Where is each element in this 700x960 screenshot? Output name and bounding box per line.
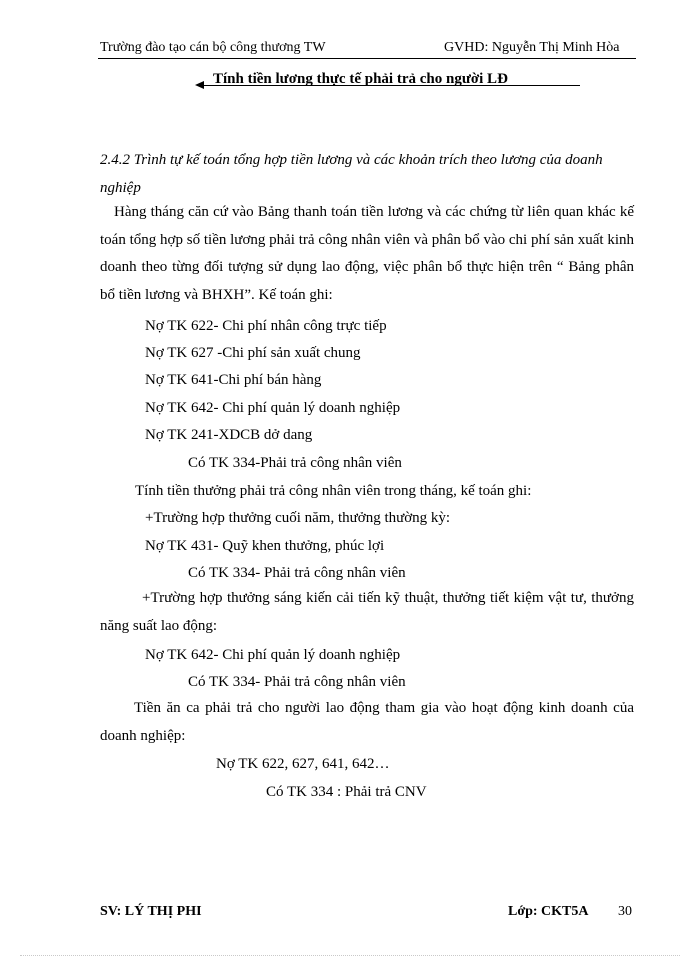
body-paragraph: Tiền ăn ca phải trả cho người lao động tham gia vào hoạt động kinh doanh của doanh nghiệp: — [100, 700, 634, 744]
page-number: 30 — [618, 904, 632, 919]
header-divider — [98, 58, 636, 59]
subtitle-arrow — [195, 72, 580, 98]
journal-line: Nợ TK 241-XDCB dở dang — [145, 427, 313, 443]
header-supervisor: GVHD: Nguyễn Thị Minh Hòa — [444, 40, 620, 55]
journal-line: Nợ TK 622- Chi phí nhân công trực tiếp — [145, 318, 387, 334]
journal-line: Nợ TK 642- Chi phí quản lý doanh nghiệp — [145, 647, 401, 663]
journal-line: Nợ TK 641-Chi phí bán hàng — [145, 372, 322, 388]
body-paragraph: Hàng tháng căn cứ vào Bảng thanh toán tiền lương và các chứng từ liên quan khác kế toán tổng hợp số tiền lương phải trả công nhân viên và phân bổ vào chi phí sản xuất kinh doanh theo từng đối tượng sử dụng lao động, việc phân bổ thực hiện trên “ Bảng phân bổ tiền lương và BHXH”. Kế toán ghi: — [100, 204, 634, 303]
journal-line: Có TK 334 : Phải trả CNV — [266, 784, 427, 800]
footer-class: Lớp: CKT5A — [508, 904, 589, 919]
journal-line: Có TK 334- Phải trả công nhân viên — [188, 565, 406, 581]
header-school-name: Trường đào tạo cán bộ công thương TW — [100, 40, 326, 55]
journal-line: Nợ TK 431- Quỹ khen thưởng, phúc lợi — [145, 538, 385, 554]
section-title: 2.4.2 Trình tự kế toán tổng hợp tiền lương và các khoản trích theo lương của doanh nghiệp — [100, 152, 603, 196]
footer-student: SV: LÝ THỊ PHI — [100, 904, 202, 919]
journal-line: Nợ TK 642- Chi phí quản lý doanh nghiệp — [145, 400, 401, 416]
page-edge-divider — [20, 955, 680, 956]
journal-line: Có TK 334-Phải trả công nhân viên — [188, 455, 402, 471]
body-line: Tính tiền thưởng phải trả công nhân viên trong tháng, kế toán ghi: — [135, 483, 532, 499]
body-paragraph: +Trường hợp thưởng sáng kiến cải tiến kỹ thuật, thưởng tiết kiệm vật tư, thưởng năng suất lao động: — [100, 590, 634, 634]
body-line: +Trường hợp thưởng cuối năm, thưởng thường kỳ: — [145, 510, 451, 526]
journal-line: Nợ TK 627 -Chi phí sản xuất chung — [145, 345, 361, 361]
journal-line: Có TK 334- Phải trả công nhân viên — [188, 674, 406, 690]
journal-line: Nợ TK 622, 627, 641, 642… — [216, 756, 390, 772]
arrow-left-icon — [195, 81, 204, 89]
subtitle-text: Tính tiền lương thực tế phải trả cho người LĐ — [213, 71, 508, 87]
